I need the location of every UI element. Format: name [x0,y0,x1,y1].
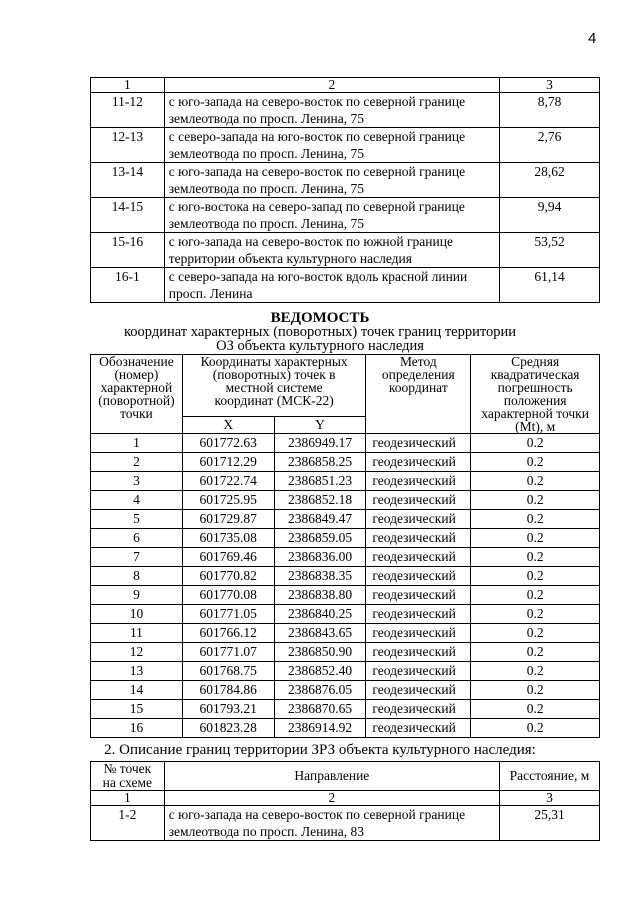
error-header-line: положения [503,393,567,408]
designation-header [91,355,183,434]
method-cell: геодезический [366,548,471,567]
direction-cell [164,268,499,303]
points-cell: 12-13 [91,128,165,163]
method-cell: геодезический [366,662,471,681]
coordinates-header-line: (поворотных) точек в [212,367,336,382]
error-cell: 0.2 [471,700,600,719]
y-coordinate-cell: 2386836.00 [274,548,366,567]
column-number-cell: 3 [500,791,600,806]
table-row [91,233,600,268]
x-coordinate-cell: 601770.08 [182,586,274,605]
section-2-title: 2. Описание границ территории ЗРЗ объекта культурного наследия: [104,742,536,758]
designation-header-line: (поворотной) [98,393,175,408]
error-cell: 0.2 [471,491,600,510]
direction-cell [164,233,499,268]
error-cell: 0.2 [471,681,600,700]
direction-cell [164,128,499,163]
direction-cell [164,198,499,233]
point-number-cell: 2 [91,453,183,472]
x-coordinate-cell: 601722.74 [182,472,274,491]
error-cell: 0.2 [471,567,600,586]
direction-line: просп. Ленина [168,286,253,301]
error-header-line: (Mt), м [515,419,556,434]
coordinate-row [91,453,600,472]
coordinate-row [91,719,600,738]
error-cell: 0.2 [471,510,600,529]
column-number-cell: 2 [164,78,499,93]
coordinate-row [91,567,600,586]
coordinate-row [91,586,600,605]
distance-cell: 28,62 [500,163,600,198]
x-coordinate-cell: 601823.28 [182,719,274,738]
method-cell: геодезический [366,510,471,529]
zrz-boundary-description-table [90,761,600,841]
point-number-cell: 9 [91,586,183,605]
error-header-line: погрешность [497,380,573,395]
x-header: X [182,416,274,433]
direction-line: территории объекта культурного наследия [168,251,412,266]
coordinate-row [91,700,600,719]
direction-line: землеотвода по просп. Ленина, 83 [168,824,365,839]
column-number-row [91,791,600,806]
column-number-cell: 2 [164,791,499,806]
direction-line: землеотвода по просп. Ленина, 75 [168,181,365,196]
x-coordinate-cell: 601729.87 [182,510,274,529]
y-coordinate-cell: 2386876.05 [274,681,366,700]
direction-line: землеотвода по просп. Ленина, 75 [168,216,365,231]
direction-line: с юго-запада на северо-восток по северной границе [168,164,466,179]
error-cell: 0.2 [471,605,600,624]
y-coordinate-cell: 2386840.25 [274,605,366,624]
direction-line: с юго-запада на северо-восток по северной границе [168,807,466,822]
direction-cell [164,93,499,128]
column-number-cell: 1 [91,791,165,806]
method-cell: геодезический [366,453,471,472]
method-cell: геодезический [366,567,471,586]
method-cell: геодезический [366,700,471,719]
distance-cell: 25,31 [500,806,600,841]
y-coordinate-cell: 2386850.90 [274,643,366,662]
x-coordinate-cell: 601770.82 [182,567,274,586]
error-cell: 0.2 [471,719,600,738]
distance-cell: 2,76 [500,128,600,163]
page-number: 4 [588,30,597,47]
coordinate-row [91,681,600,700]
table-row [91,163,600,198]
table-row [91,268,600,303]
distance-cell: 8,78 [500,93,600,128]
coordinate-row [91,548,600,567]
points-cell: 15-16 [91,233,165,268]
coordinates-header-line: Координаты характерных [200,354,348,369]
table-row [91,93,600,128]
table-header-row [91,78,600,93]
coordinate-row [91,605,600,624]
point-number-cell: 7 [91,548,183,567]
points-header [91,762,165,791]
direction-line: землеотвода по просп. Ленина, 75 [168,146,365,161]
designation-header-line: точки [120,406,153,421]
x-coordinate-cell: 601793.21 [182,700,274,719]
points-cell: 11-12 [91,93,165,128]
direction-line: с юго-востока на северо-запад по северной границе [168,199,465,214]
method-cell: геодезический [366,605,471,624]
point-number-cell: 1 [91,434,183,453]
point-number-cell: 11 [91,624,183,643]
direction-line: с юго-запада на северо-восток по северной границе [168,94,466,109]
error-header [471,355,600,434]
error-cell: 0.2 [471,662,600,681]
method-header-line: координат [388,380,448,395]
y-coordinate-cell: 2386859.05 [274,529,366,548]
error-cell: 0.2 [471,643,600,662]
points-header-line: на схеме [102,775,153,790]
method-cell: геодезический [366,529,471,548]
x-coordinate-cell: 601771.07 [182,643,274,662]
point-number-cell: 14 [91,681,183,700]
point-number-cell: 12 [91,643,183,662]
statement-title: ВЕДОМОСТЬ [270,310,370,326]
direction-line: с северо-запада на юго-восток вдоль красной линии [168,269,468,284]
coordinate-row [91,529,600,548]
direction-line: землеотвода по просп. Ленина, 75 [168,111,365,126]
error-header-line: характерной точки [481,406,589,421]
error-header-line: Средняя [511,354,560,369]
x-coordinate-cell: 601712.29 [182,453,274,472]
designation-header-line: Обозначение [99,354,174,369]
direction-line: с северо-запада на юго-восток по северной границе [168,129,466,144]
coordinate-row [91,643,600,662]
x-coordinate-cell: 601784.86 [182,681,274,700]
point-number-cell: 10 [91,605,183,624]
method-cell: геодезический [366,681,471,700]
error-cell: 0.2 [471,472,600,491]
error-header-line: квадратическая [490,367,580,382]
y-coordinate-cell: 2386949.17 [274,434,366,453]
coordinate-row [91,510,600,529]
x-coordinate-cell: 601768.75 [182,662,274,681]
table-row [91,806,600,841]
method-cell: геодезический [366,719,471,738]
x-coordinate-cell: 601769.46 [182,548,274,567]
point-number-cell: 6 [91,529,183,548]
method-cell: геодезический [366,624,471,643]
y-coordinate-cell: 2386849.47 [274,510,366,529]
points-cell: 13-14 [91,163,165,198]
direction-line: с юго-запада на северо-восток по южной границе [168,234,453,249]
table-row [91,128,600,163]
error-cell: 0.2 [471,434,600,453]
column-number-cell: 3 [500,78,600,93]
y-coordinate-cell: 2386852.18 [274,491,366,510]
method-cell: геодезический [366,434,471,453]
coordinate-row [91,491,600,510]
distance-cell: 61,14 [500,268,600,303]
y-coordinate-cell: 2386843.65 [274,624,366,643]
distance-header: Расстояние, м [500,762,600,791]
statement-subtitle-line-2: ОЗ объекта культурного наследия [216,338,424,354]
point-number-cell: 13 [91,662,183,681]
y-header: Y [274,416,366,433]
coordinates-header-line: местной системе [225,380,323,395]
distance-cell: 53,52 [500,233,600,268]
point-number-cell: 4 [91,491,183,510]
point-number-cell: 16 [91,719,183,738]
point-number-cell: 15 [91,700,183,719]
error-cell: 0.2 [471,529,600,548]
coordinate-row [91,624,600,643]
y-coordinate-cell: 2386858.25 [274,453,366,472]
error-cell: 0.2 [471,453,600,472]
method-header-line: Метод [399,354,437,369]
point-number-cell: 3 [91,472,183,491]
points-cell: 14-15 [91,198,165,233]
method-header [366,355,471,434]
coordinates-table [90,354,600,738]
x-coordinate-cell: 601735.08 [182,529,274,548]
y-coordinate-cell: 2386838.35 [274,567,366,586]
boundary-description-table-continued [90,77,600,303]
x-coordinate-cell: 601772.63 [182,434,274,453]
designation-header-line: (номер) [114,367,159,382]
method-header-line: определения [381,367,455,382]
y-coordinate-cell: 2386851.23 [274,472,366,491]
coordinates-header-row [91,355,600,417]
zrz-header-row [91,762,600,791]
designation-header-line: характерной [100,380,173,395]
method-cell: геодезический [366,643,471,662]
statement-subtitle-line-1: координат характерных (поворотных) точек границ территории [123,324,517,340]
error-cell: 0.2 [471,624,600,643]
x-coordinate-cell: 601766.12 [182,624,274,643]
method-cell: геодезический [366,472,471,491]
coordinate-row [91,662,600,681]
column-number-cell: 1 [91,78,165,93]
method-cell: геодезический [366,586,471,605]
y-coordinate-cell: 2386914.92 [274,719,366,738]
method-cell: геодезический [366,491,471,510]
direction-header: Направление [164,762,499,791]
y-coordinate-cell: 2386870.65 [274,700,366,719]
coordinate-row [91,434,600,453]
coordinates-header [182,355,366,417]
point-number-cell: 5 [91,510,183,529]
points-header-line: № точек [103,761,152,776]
error-cell: 0.2 [471,586,600,605]
coordinate-row [91,472,600,491]
points-cell: 16-1 [91,268,165,303]
points-cell: 1-2 [91,806,165,841]
coordinates-header-line: координат (МСК-22) [214,393,334,408]
y-coordinate-cell: 2386838.80 [274,586,366,605]
direction-cell [164,163,499,198]
x-coordinate-cell: 601725.95 [182,491,274,510]
point-number-cell: 8 [91,567,183,586]
x-coordinate-cell: 601771.05 [182,605,274,624]
distance-cell: 9,94 [500,198,600,233]
table-row [91,198,600,233]
direction-cell [164,806,499,841]
error-cell: 0.2 [471,548,600,567]
y-coordinate-cell: 2386852.40 [274,662,366,681]
